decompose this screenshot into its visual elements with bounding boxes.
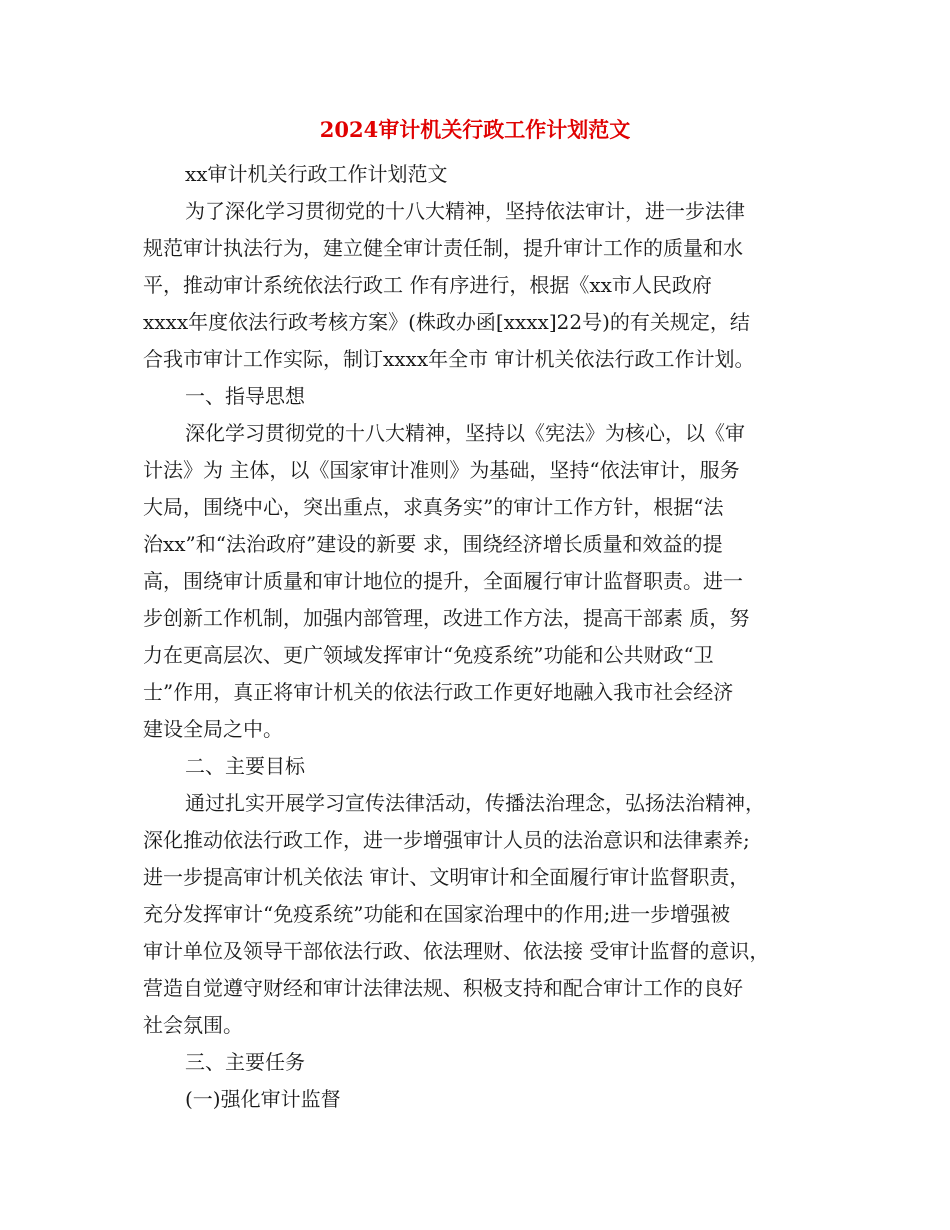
paragraph-line: 士”作用，真正将审计机关的依法行政工作更好地融入我市社会经济 (143, 680, 734, 704)
paragraph-line: 大局，围绕中心，突出重点，求真务实”的审计工作方针，根据“法 (143, 495, 724, 519)
paragraph-line: 社会氛围。 (143, 1013, 243, 1037)
paragraph-line: 高，围绕审计质量和审计地位的提升，全面履行审计监督职责。进一 (143, 569, 743, 593)
paragraph-line: 通过扎实开展学习宣传法律活动，传播法治理念，弘扬法治精神， (185, 791, 765, 815)
section-heading-main-goals: 二、主要目标 (185, 754, 305, 778)
intro-line: xxxx年度依法行政考核方案》(株政办函[xxxx]22号)的有关规定，结 (143, 310, 750, 334)
document-title: 2024审计机关行政工作计划范文 (319, 117, 631, 142)
paragraph-line: 建设全局之中。 (143, 717, 283, 741)
paragraph-line: 深化学习贯彻党的十八大精神，坚持以《宪法》为核心，以《审 (185, 421, 745, 445)
paragraph-line: 治xx”和“法治政府”建设的新要 求，围绕经济增长质量和效益的提 (143, 532, 723, 556)
intro-line: 合我市审计工作实际，制订xxxx年全市 审计机关依法行政工作计划。 (143, 347, 755, 371)
section-heading-main-tasks: 三、主要任务 (185, 1050, 305, 1074)
document-subtitle: xx审计机关行政工作计划范文 (185, 162, 448, 186)
guiding-ideology-paragraph (143, 415, 815, 748)
intro-paragraph (143, 193, 815, 378)
subsection-heading-audit-supervision: (一)强化审计监督 (185, 1087, 341, 1111)
paragraph-line: 审计单位及领导干部依法行政、依法理财、依法接 受审计监督的意识， (143, 939, 770, 963)
document-body (143, 156, 815, 1118)
paragraph-line: 充分发挥审计“免疫系统”功能和在国家治理中的作用;进一步增强被 (143, 902, 731, 926)
paragraph-line: 力在更高层次、更广领域发挥审计“免疫系统”功能和公共财政“卫 (143, 643, 714, 667)
paragraph-line: 营造自觉遵守财经和审计法律法规、积极支持和配合审计工作的良好 (143, 976, 743, 1000)
paragraph-line: 进一步提高审计机关依法 审计、文明审计和全面履行审计监督职责， (143, 865, 750, 889)
paragraph-line: 步创新工作机制，加强内部管理，改进工作方法，提高干部素 质，努 (143, 606, 750, 630)
main-goals-paragraph (143, 785, 815, 1044)
section-heading-guiding-ideology: 一、指导思想 (185, 384, 305, 408)
paragraph-line: 深化推动依法行政工作，进一步增强审计人员的法治意识和法律素养; (143, 828, 750, 852)
intro-line: 平，推动审计系统依法行政工 作有序进行，根据《xx市人民政府 (143, 273, 712, 297)
intro-line: 规范审计执法行为，建立健全审计责任制，提升审计工作的质量和水 (143, 236, 743, 260)
paragraph-line: 计法》为 主体，以《国家审计准则》为基础，坚持“依法审计，服务 (143, 458, 740, 482)
intro-line: 为了深化学习贯彻党的十八大精神，坚持依法审计，进一步法律 (185, 199, 745, 223)
